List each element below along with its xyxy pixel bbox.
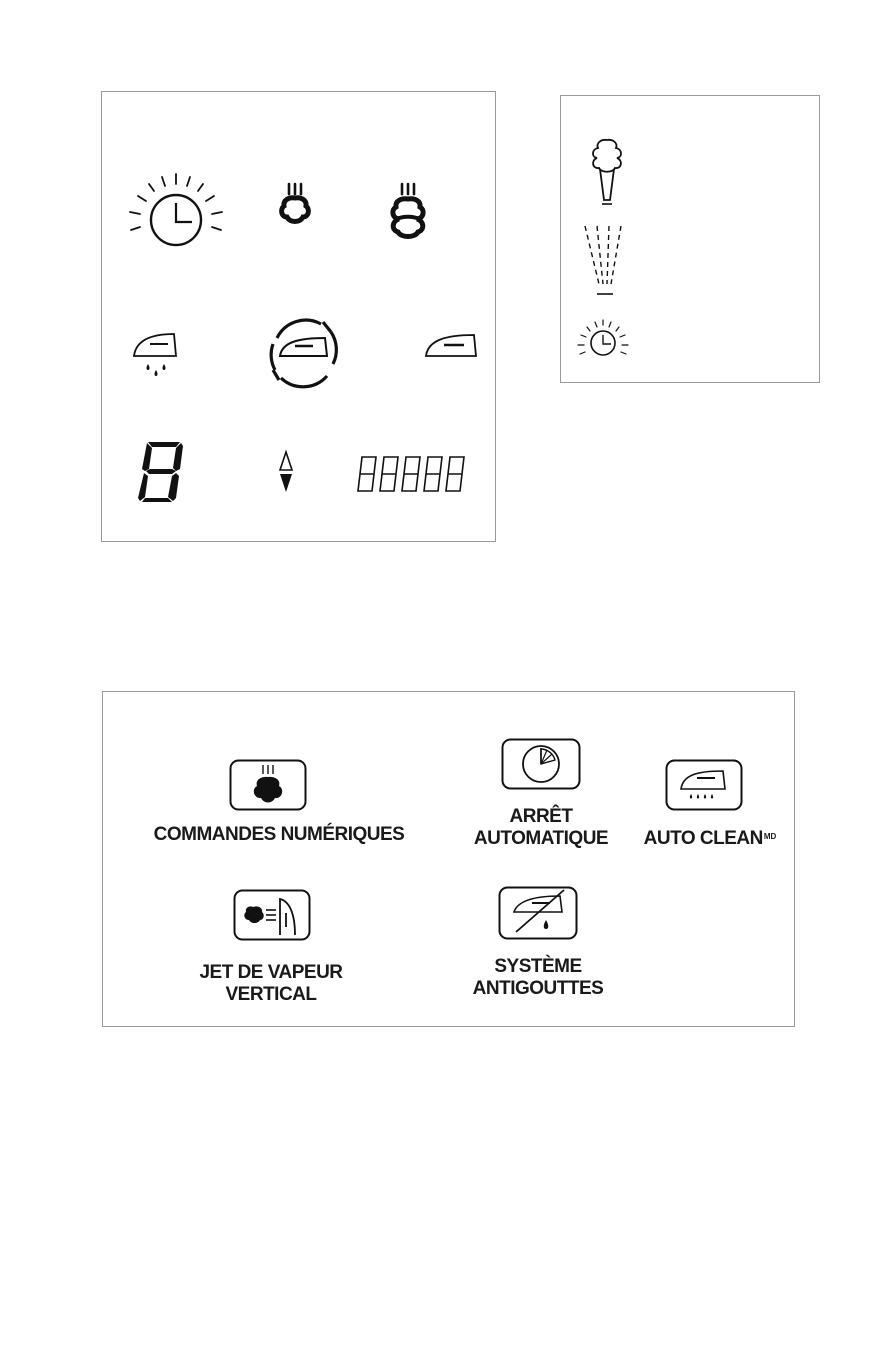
auto-off-label-line1: ARRÊT [509,806,573,827]
digital-controls-icon [229,759,307,811]
iron-soleplate-icon [424,332,478,360]
anti-drip-icon [498,886,578,940]
display-panel [101,91,496,542]
steam-level-2-icon [388,180,428,244]
single-digit-display [138,440,184,504]
self-clean-drip-icon [130,330,182,386]
digital-controls-label: COMMANDES NUMÉRIQUES [153,824,405,845]
five-digit-display [356,455,468,495]
anti-drip-label-line1: SYSTÈME [494,956,582,977]
spray-mist-icon [581,224,629,298]
auto-clean-label [635,828,785,849]
auto-clean-trademark: MD [763,832,777,841]
up-down-arrows-icon [278,450,294,494]
vertical-steam-label-line1: JET DE VAPEUR [199,962,343,983]
auto-off-label-line2: AUTOMATIQUE [473,828,609,849]
vertical-steam-icon [233,889,311,941]
features-panel [102,691,795,1027]
timer-icon [575,318,631,362]
steam-level-1-icon [278,180,312,230]
auto-off-cycle-icon [265,314,343,392]
side-panel [560,95,820,383]
vertical-steam-label-line2: VERTICAL [225,984,317,1005]
clock-rays-icon [126,170,226,260]
anti-drip-label-line2: ANTIGOUTTES [472,978,604,999]
steam-burst-icon [587,136,627,206]
auto-clean-icon [665,759,743,811]
auto-off-icon [501,738,581,790]
auto-clean-text: AUTO CLEAN [643,828,763,849]
